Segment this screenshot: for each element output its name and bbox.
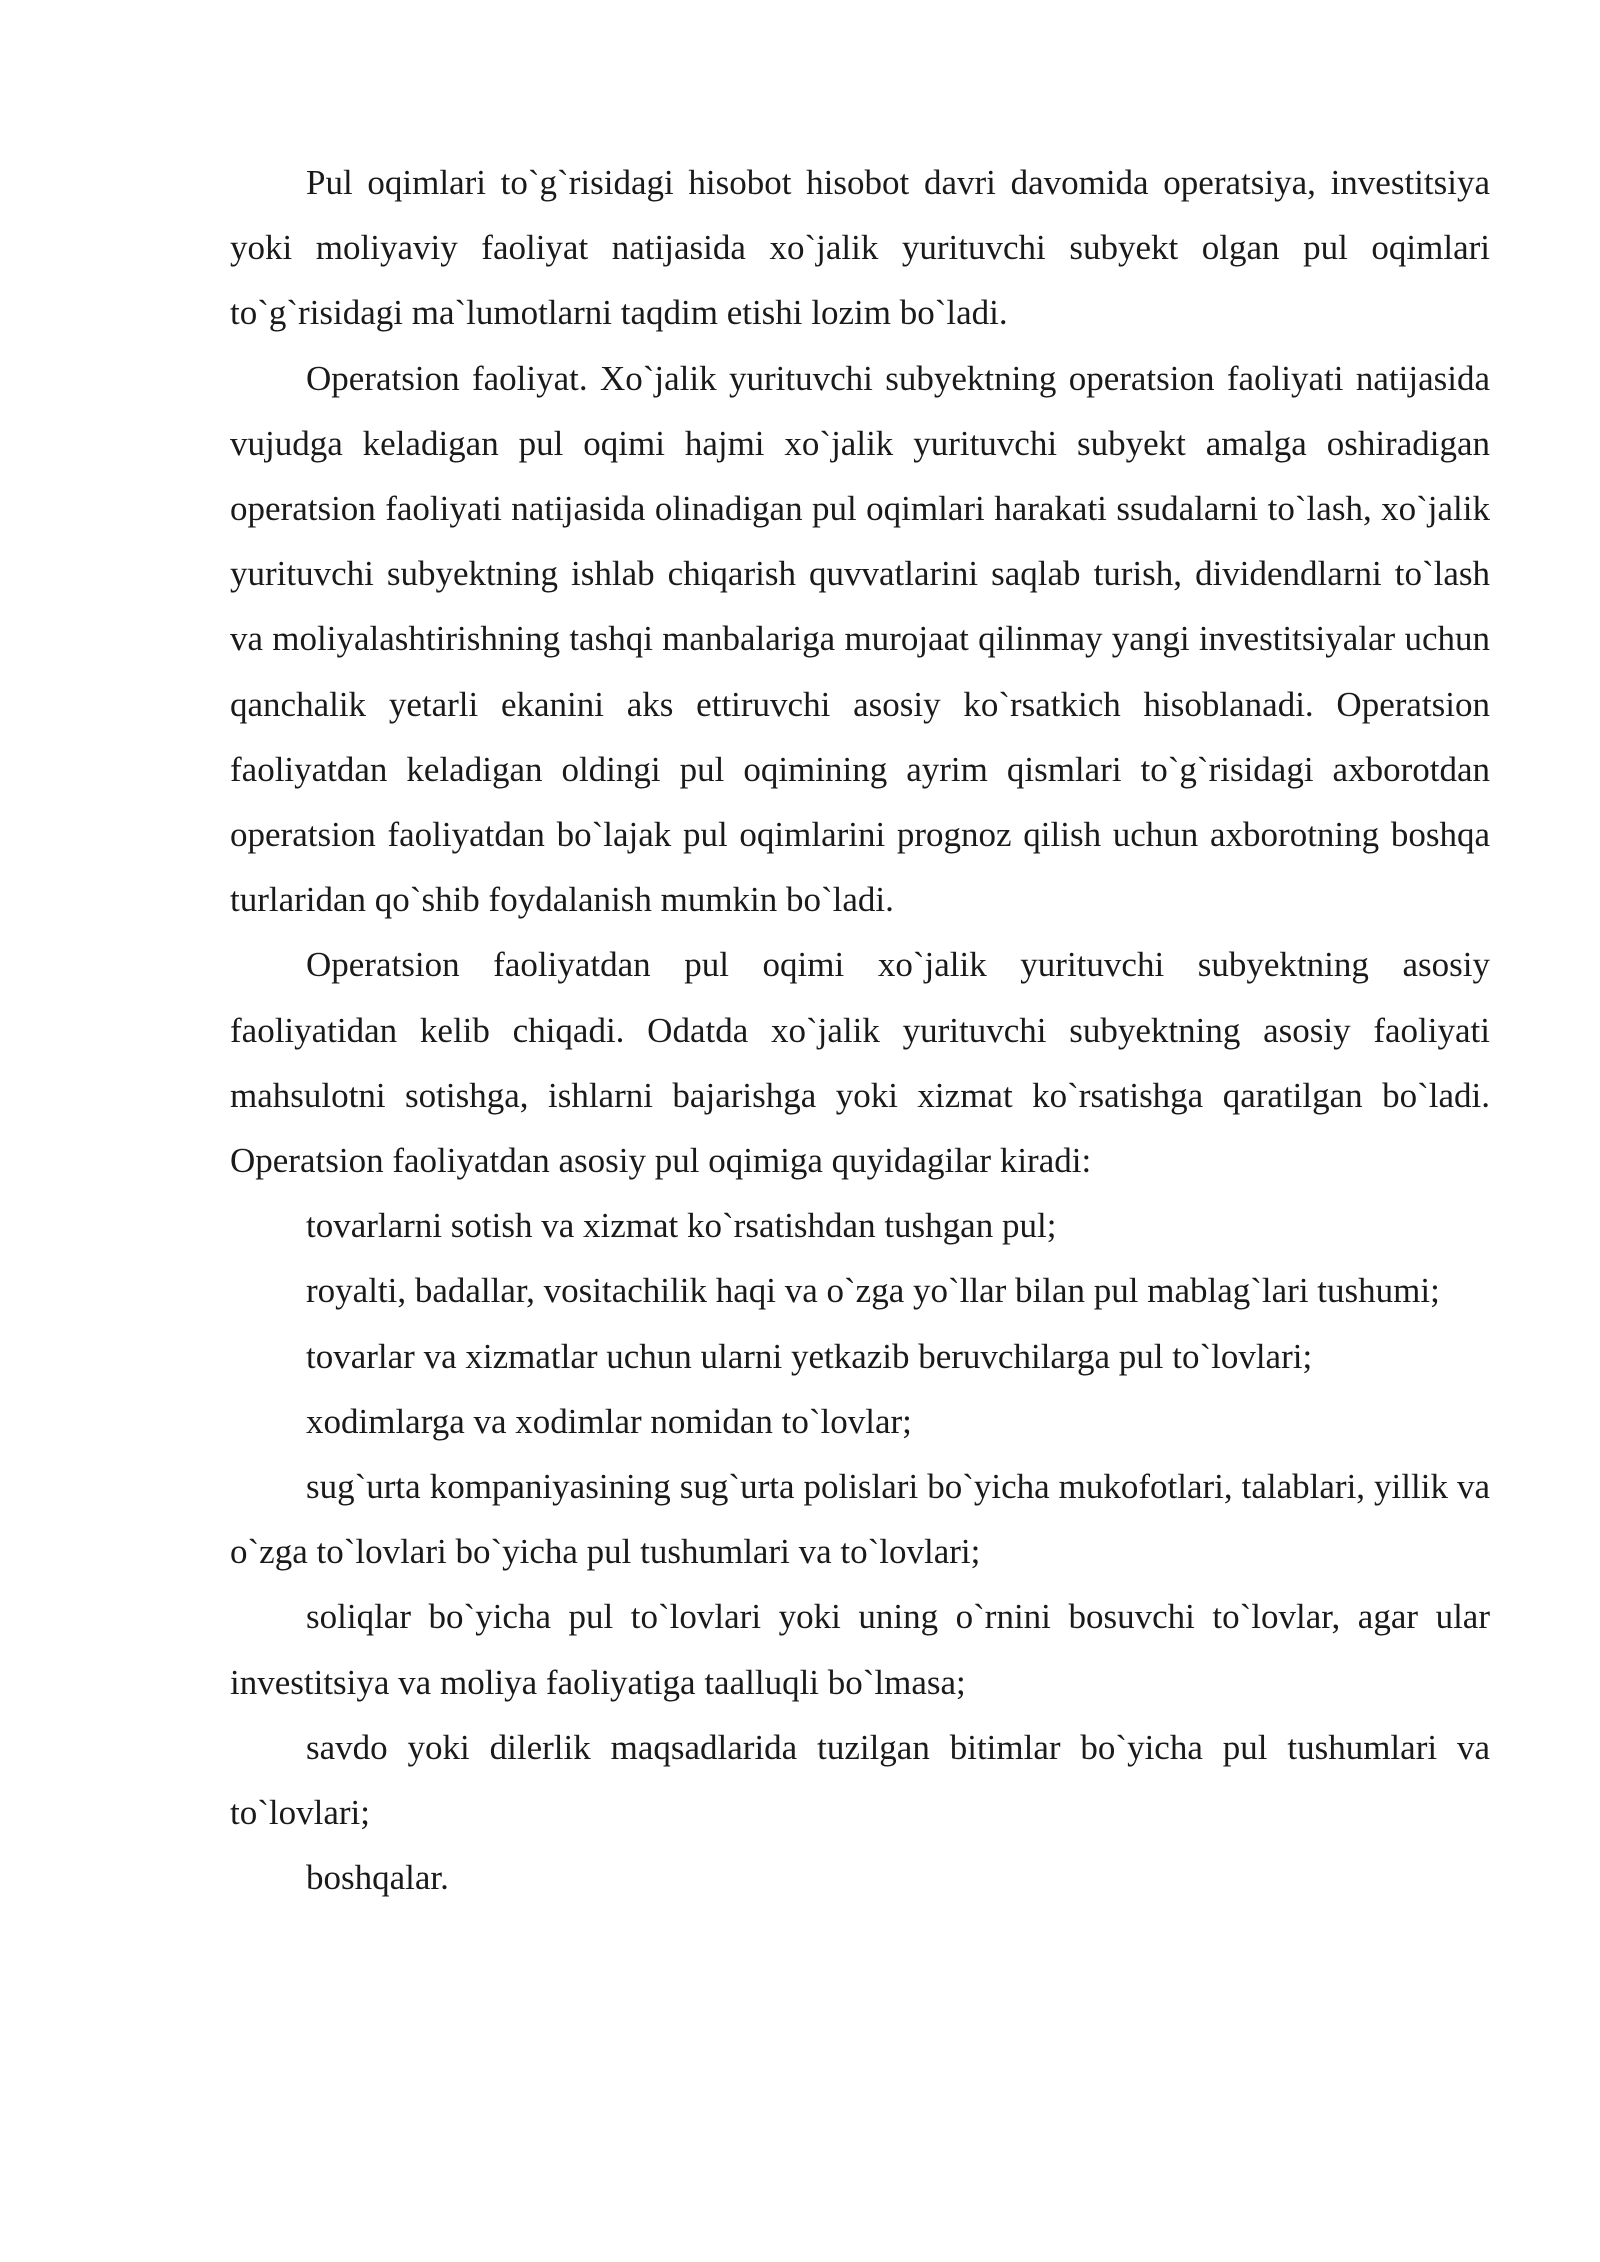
- list-item-sales-receipts: tovarlarni sotish va xizmat ko`rsatishdan tushgan pul;: [306, 1206, 1057, 1246]
- list-item-trading-contracts: savdo yoki dilerlik maqsadlarida tuzilgan bitimlar bo`yicha pul tushumlari va to`lovlari;: [230, 1727, 1490, 1833]
- list-item-royalties: royalti, badallar, vositachilik haqi va o`zga yo`llar bilan pul mablag`lari tushumi;: [306, 1271, 1440, 1311]
- paragraph-operating-activity: Operatsion faoliyat. Xo`jalik yurituvchi subyektning operatsion faoliyati natijasida vujudga keladigan pul oqimi hajmi xo`jalik yurituvchi subyekt amalga oshiradigan operatsion faoliyati natijasida olinadigan pul oqimlari harakati ssudalarni to`lash, xo`jalik yurituvchi subyektning ishlab chiqarish quvvatlarini saqlab turish, dividendlarni to`lash va moliyalashtirishning tashqi manbalariga murojaat qilinmay yangi investitsiyalar uchun qanchalik yetarli ekanini aks ettiruvchi asosiy ko`rsatkich hisoblanadi. Operatsion faoliyatdan keladigan oldingi pul oqimining ayrim qismlari to`g`risidagi axborotdan operatsion faoliyatdan bo`lajak pul oqimlarini prognoz qilish uchun axborotning boshqa turlaridan qo`shib foydalanish mumkin bo`ladi.: [230, 358, 1490, 920]
- list-item-others: boshqalar.: [306, 1858, 449, 1898]
- list-item-taxes: soliqlar bo`yicha pul to`lovlari yoki uning o`rnini bosuvchi to`lovlar, agar ular investitsiya va moliya faoliyatiga taalluqli bo`lmasa;: [230, 1597, 1490, 1702]
- document-body: [230, 150, 1490, 1910]
- paragraph-cash-flow-report: Pul oqimlari to`g`risidagi hisobot hisobot davri davomida operatsiya, investitsiya yoki moliyaviy faoliyat natijasida xo`jalik yurituvchi subyekt olgan pul oqimlari to`g`risidagi ma`lumotlarni taqdim etishi lozim bo`ladi.: [230, 163, 1490, 333]
- list-item-insurance: sug`urta kompaniyasining sug`urta polislari bo`yicha mukofotlari, talablari, yillik va o`zga to`lovlari bo`yicha pul tushumlari va to`lovlari;: [230, 1467, 1490, 1572]
- list-item-supplier-payments: tovarlar va xizmatlar uchun ularni yetkazib beruvchilarga pul to`lovlari;: [306, 1336, 1313, 1376]
- paragraph-operating-cash-flow: Operatsion faoliyatdan pul oqimi xo`jalik yurituvchi subyektning asosiy faoliyatidan kelib chiqadi. Odatda xo`jalik yurituvchi subyektning asosiy faoliyati mahsulotni sotishga, ishlarni bajarishga yoki xizmat ko`rsatishga qaratilgan bo`ladi. Operatsion faoliyatdan asosiy pul oqimiga quyidagilar kiradi:: [230, 945, 1490, 1181]
- list-item-employee-payments: xodimlarga va xodimlar nomidan to`lovlar;: [306, 1401, 912, 1441]
